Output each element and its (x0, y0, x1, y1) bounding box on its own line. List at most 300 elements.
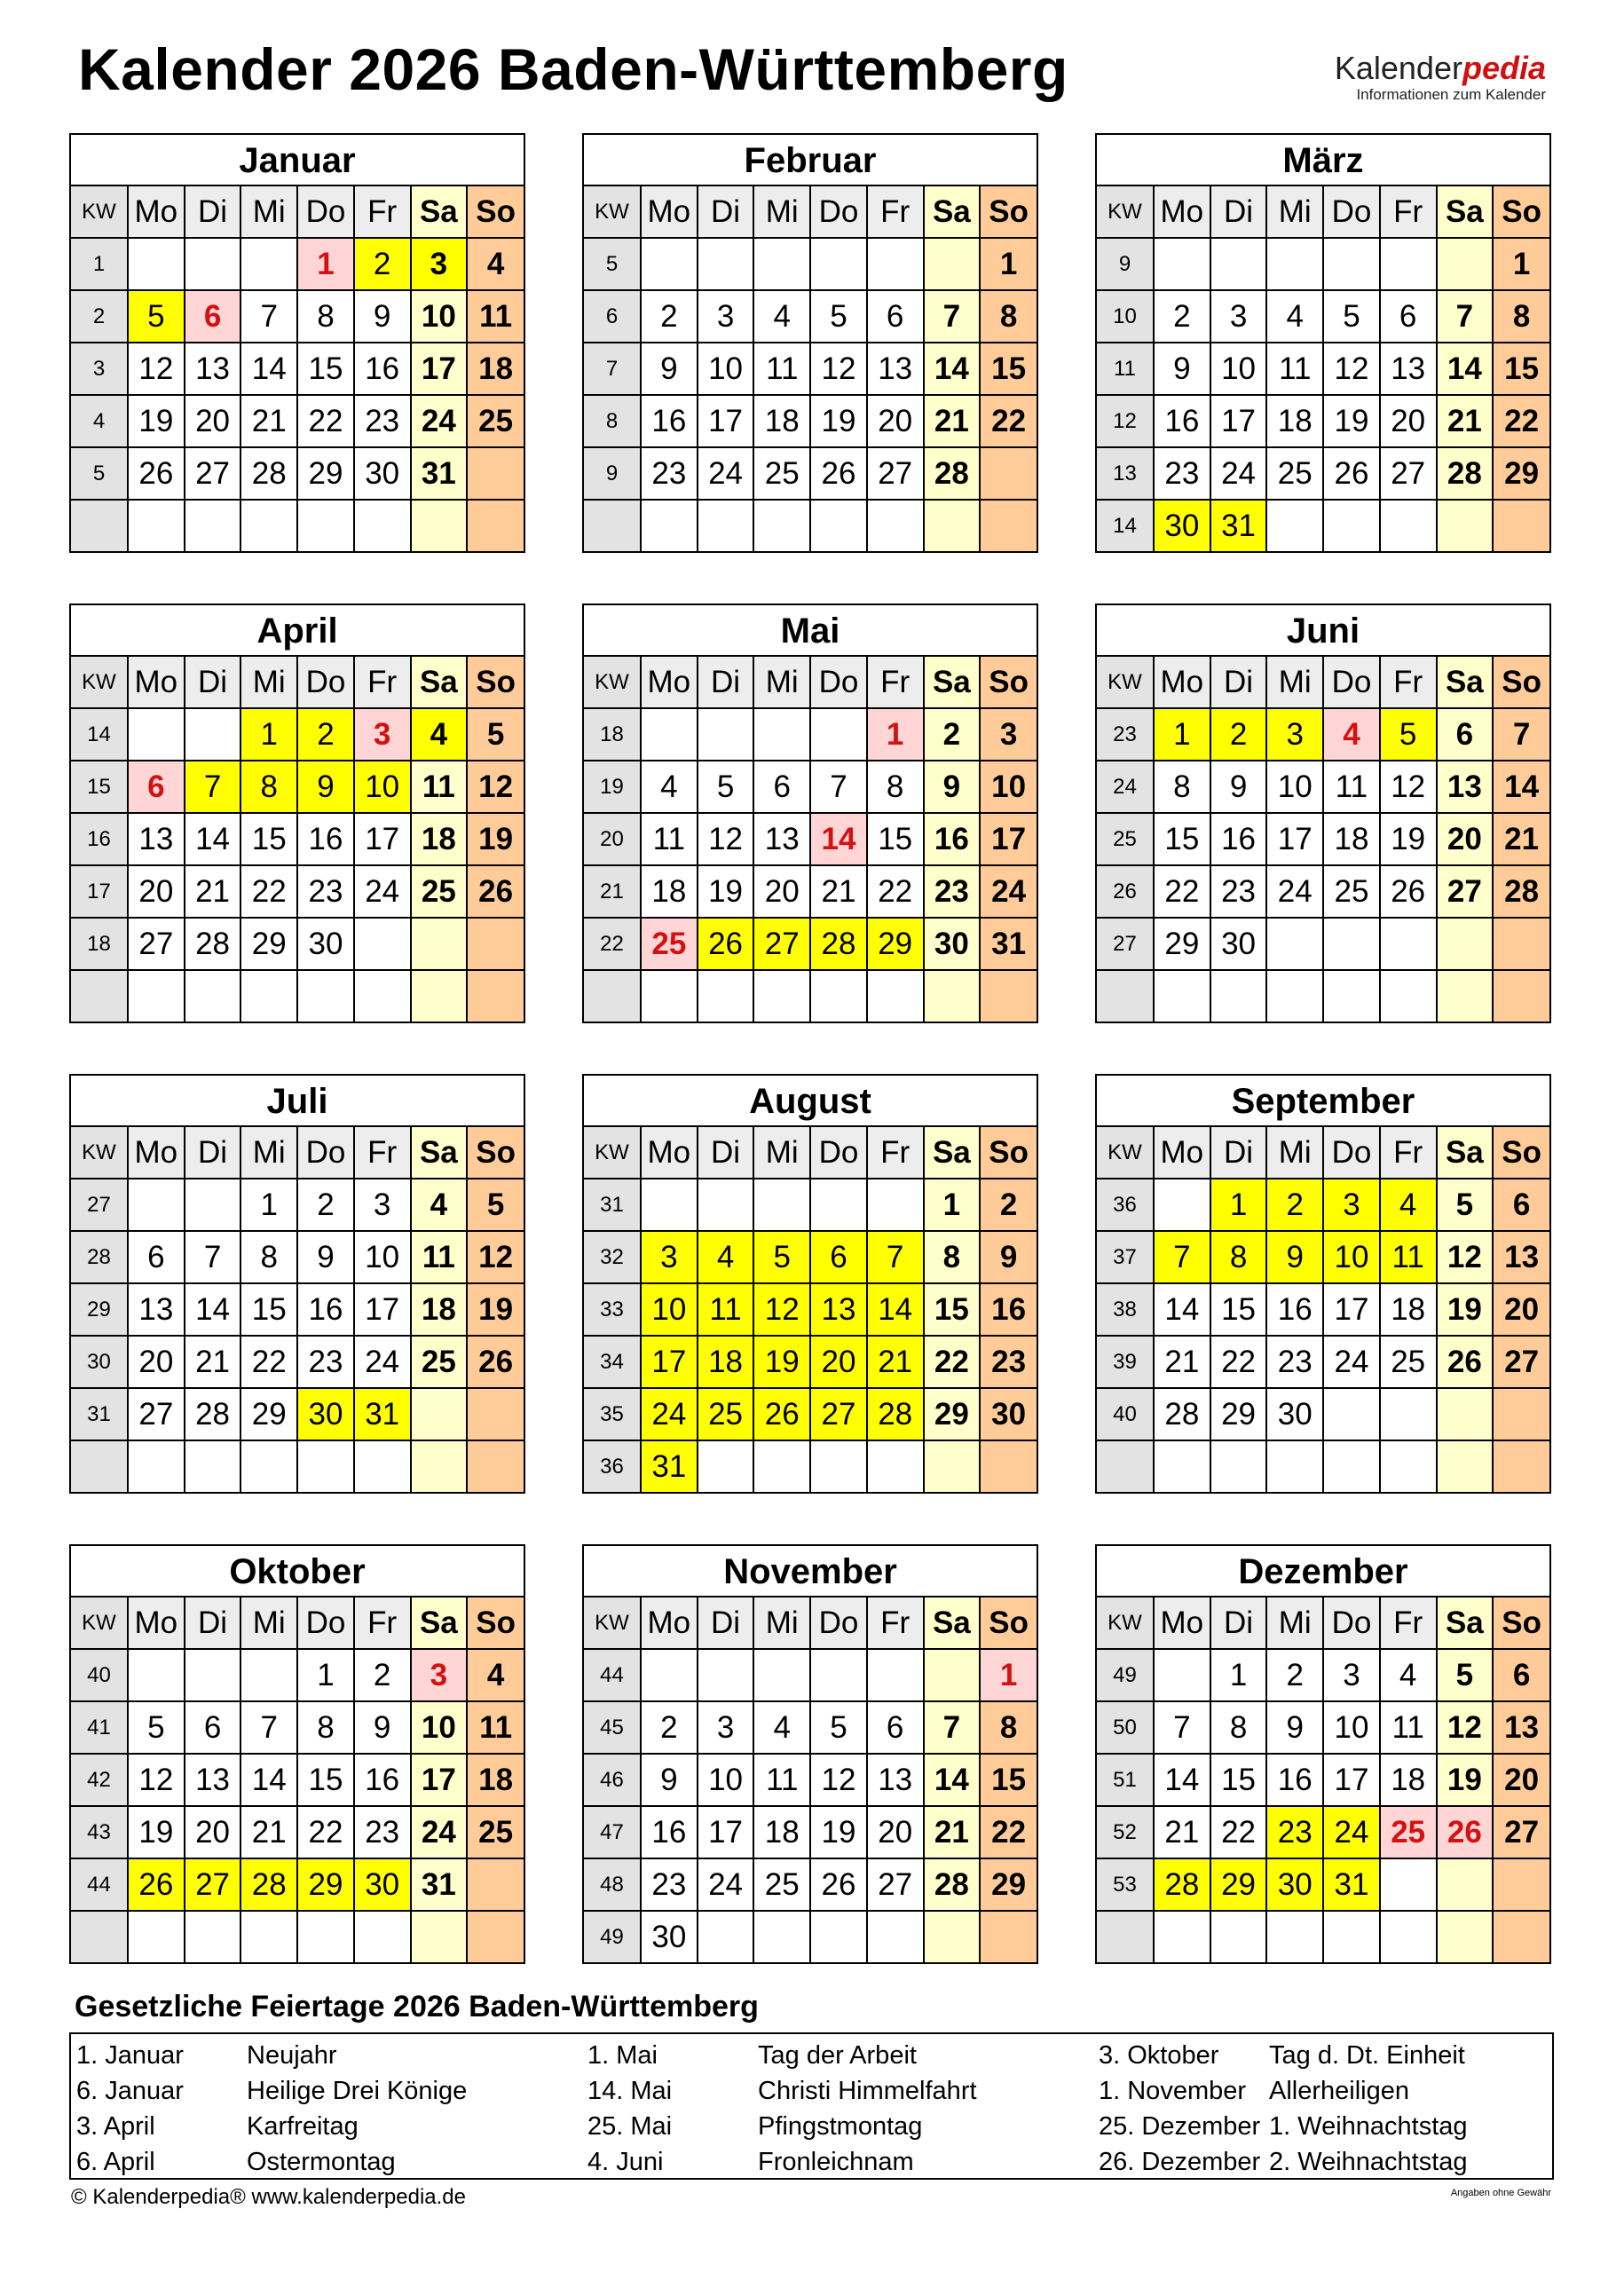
day-cell: 19 (810, 1806, 867, 1858)
weekday-header: Do (297, 186, 354, 238)
day-cell: 2 (1266, 1649, 1323, 1701)
day-cell: 23 (354, 1806, 411, 1858)
day-cell: 7 (240, 290, 297, 343)
day-cell: 7 (867, 1231, 924, 1283)
holiday-row (76, 2038, 573, 2073)
empty-day-cell (641, 970, 698, 1022)
empty-day-cell (411, 1440, 468, 1492)
week-row (71, 290, 524, 343)
day-cell: 4 (753, 1701, 810, 1754)
empty-day-cell (753, 1179, 810, 1231)
day-cell: 24 (1266, 865, 1323, 918)
week-row (584, 1336, 1037, 1388)
week-number: 11 (1097, 343, 1154, 395)
day-cell: 8 (240, 1231, 297, 1283)
empty-day-cell (1154, 970, 1210, 1022)
day-cell: 31 (980, 918, 1037, 970)
empty-day-cell (753, 1440, 810, 1492)
empty-day-cell (1493, 1440, 1549, 1492)
day-cell: 23 (980, 1336, 1037, 1388)
week-row (1097, 1649, 1549, 1701)
day-cell: 8 (867, 761, 924, 813)
day-cell: 12 (1380, 761, 1437, 813)
weekday-header: So (980, 186, 1037, 238)
week-number-header: KW (584, 657, 641, 708)
week-row (584, 1283, 1037, 1336)
day-cell: 20 (1380, 395, 1437, 447)
day-cell: 14 (185, 813, 241, 865)
weekday-header: Do (297, 1127, 354, 1179)
day-cell: 15 (240, 813, 297, 865)
day-cell: 13 (1437, 761, 1494, 813)
day-cell: 20 (867, 395, 924, 447)
empty-day-cell (810, 500, 867, 551)
day-cell: 22 (1210, 1806, 1267, 1858)
day-cell: 23 (641, 447, 698, 500)
week-row (584, 918, 1037, 970)
weekday-header: Mo (1154, 657, 1210, 708)
day-cell: 10 (1266, 761, 1323, 813)
holiday-day-cell: 14 (810, 813, 867, 865)
weekday-header: Do (810, 186, 867, 238)
holiday-day-cell: 4 (1323, 708, 1380, 761)
holidays-title: Gesetzliche Feiertage 2026 Baden-Württemberg (75, 1990, 759, 2024)
weekday-header: Fr (354, 186, 411, 238)
day-cell: 28 (240, 1858, 297, 1911)
day-cell: 18 (1323, 813, 1380, 865)
day-cell: 11 (698, 1283, 754, 1336)
weekday-header: Di (185, 1127, 241, 1179)
week-number: 6 (584, 290, 641, 343)
day-cell: 18 (1266, 395, 1323, 447)
week-row (1097, 1701, 1549, 1754)
empty-day-cell (1380, 1911, 1437, 1962)
empty-day-cell (411, 1388, 468, 1440)
week-number: 45 (584, 1701, 641, 1754)
day-cell: 7 (1154, 1701, 1210, 1754)
empty-day-cell (128, 500, 185, 551)
brand-logo[interactable] (1335, 51, 1546, 104)
month-11 (1095, 1544, 1551, 1964)
week-number-header: KW (584, 186, 641, 238)
day-cell: 16 (980, 1283, 1037, 1336)
day-cell: 2 (297, 1179, 354, 1231)
day-cell: 25 (467, 1806, 524, 1858)
day-cell: 25 (411, 1336, 468, 1388)
day-cell: 28 (924, 1858, 981, 1911)
day-cell: 11 (1380, 1231, 1437, 1283)
week-number: 50 (1097, 1701, 1154, 1754)
weekday-header: Sa (924, 1127, 981, 1179)
weekday-header: Mo (641, 657, 698, 708)
week-row (584, 1440, 1037, 1492)
day-cell: 22 (240, 865, 297, 918)
weekday-header: Di (1210, 1127, 1267, 1179)
day-cell: 4 (411, 708, 468, 761)
day-cell: 10 (1323, 1701, 1380, 1754)
holiday-date: 14. Mai (587, 2077, 673, 2105)
day-cell: 21 (1437, 395, 1494, 447)
day-cell: 9 (641, 1754, 698, 1806)
empty-day-cell (698, 1911, 754, 1962)
empty-day-cell (698, 970, 754, 1022)
day-cell: 1 (924, 1179, 981, 1231)
empty-day-cell (128, 1179, 185, 1231)
day-cell: 17 (641, 1336, 698, 1388)
day-cell: 8 (297, 290, 354, 343)
weekday-header-row (1097, 657, 1549, 708)
month-table (584, 1598, 1037, 1962)
week-row (1097, 708, 1549, 761)
day-cell: 27 (1493, 1336, 1549, 1388)
holiday-row (1099, 2073, 1596, 2109)
weekday-header: Mo (641, 1598, 698, 1649)
day-cell: 20 (185, 1806, 241, 1858)
week-row (1097, 500, 1549, 551)
day-cell: 3 (980, 708, 1037, 761)
week-row (584, 865, 1037, 918)
week-number-header: KW (584, 1127, 641, 1179)
day-cell: 8 (980, 290, 1037, 343)
empty-day-cell (1437, 1911, 1494, 1962)
empty-day-cell (1437, 1440, 1494, 1492)
day-cell: 3 (1323, 1179, 1380, 1231)
week-row (71, 970, 524, 1022)
week-number: 35 (584, 1388, 641, 1440)
week-number: 31 (584, 1179, 641, 1231)
holiday-name: Heilige Drei Könige (247, 2077, 468, 2105)
month-title: März (1097, 135, 1549, 186)
weekday-header: Do (1323, 1127, 1380, 1179)
day-cell: 2 (980, 1179, 1037, 1231)
day-cell: 22 (867, 865, 924, 918)
day-cell: 13 (128, 1283, 185, 1336)
week-number (1097, 1911, 1154, 1962)
month-table (1097, 1598, 1549, 1962)
brand-name-part1: Kalender (1334, 50, 1462, 86)
empty-day-cell (1266, 1911, 1323, 1962)
holiday-date: 3. April (76, 2112, 155, 2141)
day-cell: 13 (185, 1754, 241, 1806)
day-cell: 13 (1380, 343, 1437, 395)
empty-day-cell (1380, 1388, 1437, 1440)
empty-day-cell (1437, 970, 1494, 1022)
day-cell: 27 (128, 918, 185, 970)
day-cell: 23 (641, 1858, 698, 1911)
day-cell: 4 (641, 761, 698, 813)
empty-day-cell (1154, 238, 1210, 290)
week-row (584, 290, 1037, 343)
day-cell: 16 (1266, 1754, 1323, 1806)
empty-day-cell (185, 1179, 241, 1231)
week-row (71, 1283, 524, 1336)
week-row (1097, 1179, 1549, 1231)
day-cell: 11 (467, 1701, 524, 1754)
weekday-header: Sa (924, 186, 981, 238)
empty-day-cell (1380, 238, 1437, 290)
empty-day-cell (1323, 1388, 1380, 1440)
day-cell: 18 (1380, 1754, 1437, 1806)
empty-day-cell (1154, 1440, 1210, 1492)
day-cell: 24 (641, 1388, 698, 1440)
week-row (584, 761, 1037, 813)
week-number-header: KW (71, 1127, 128, 1179)
holiday-row (76, 2109, 573, 2144)
month-10 (582, 1544, 1038, 1964)
day-cell: 20 (1493, 1283, 1549, 1336)
weekday-header: Mo (1154, 1598, 1210, 1649)
weekday-header: Di (185, 1598, 241, 1649)
weekday-header: Do (1323, 657, 1380, 708)
week-row (71, 447, 524, 500)
empty-day-cell (924, 500, 981, 551)
weekday-header-row (1097, 1598, 1549, 1649)
month-title: April (71, 605, 524, 657)
day-cell: 31 (1210, 500, 1267, 551)
empty-day-cell (1323, 238, 1380, 290)
weekday-header: Di (698, 186, 754, 238)
week-row (71, 1440, 524, 1492)
week-row (71, 1388, 524, 1440)
week-number: 39 (1097, 1336, 1154, 1388)
week-number: 49 (584, 1911, 641, 1962)
week-row (1097, 1388, 1549, 1440)
day-cell: 25 (467, 395, 524, 447)
holiday-row (1099, 2144, 1596, 2180)
day-cell: 27 (810, 1388, 867, 1440)
empty-day-cell (297, 500, 354, 551)
empty-day-cell (1154, 1649, 1210, 1701)
day-cell: 16 (641, 395, 698, 447)
empty-day-cell (354, 500, 411, 551)
day-cell: 9 (1266, 1701, 1323, 1754)
day-cell: 31 (411, 447, 468, 500)
empty-day-cell (1154, 1179, 1210, 1231)
week-row (1097, 1754, 1549, 1806)
weekday-header: Di (1210, 186, 1267, 238)
day-cell: 8 (240, 761, 297, 813)
day-cell: 13 (1493, 1231, 1549, 1283)
day-cell: 4 (753, 290, 810, 343)
day-cell: 12 (467, 1231, 524, 1283)
holiday-date: 1. Mai (587, 2041, 658, 2070)
week-number: 46 (584, 1754, 641, 1806)
empty-day-cell (1210, 238, 1267, 290)
week-row (584, 1649, 1037, 1701)
day-cell: 27 (185, 447, 241, 500)
month-2 (1095, 133, 1551, 553)
month-title: Mai (584, 605, 1037, 657)
day-cell: 18 (467, 343, 524, 395)
month-8 (1095, 1074, 1551, 1494)
day-cell: 17 (1323, 1283, 1380, 1336)
day-cell: 30 (980, 1388, 1037, 1440)
day-cell: 19 (128, 395, 185, 447)
weekday-header: Fr (867, 186, 924, 238)
empty-day-cell (185, 500, 241, 551)
holiday-day-cell: 25 (641, 918, 698, 970)
day-cell: 24 (354, 865, 411, 918)
empty-day-cell (354, 1911, 411, 1962)
weekday-header: Do (810, 1598, 867, 1649)
day-cell: 28 (240, 447, 297, 500)
day-cell: 13 (867, 343, 924, 395)
day-cell: 15 (1210, 1283, 1267, 1336)
day-cell: 5 (753, 1231, 810, 1283)
day-cell: 5 (1323, 290, 1380, 343)
week-row (584, 1701, 1037, 1754)
weekday-header: Do (297, 657, 354, 708)
empty-day-cell (1437, 500, 1494, 551)
day-cell: 20 (128, 865, 185, 918)
empty-day-cell (924, 1911, 981, 1962)
day-cell: 7 (185, 1231, 241, 1283)
day-cell: 21 (810, 865, 867, 918)
day-cell: 12 (1437, 1701, 1494, 1754)
weekday-header: So (1493, 1127, 1549, 1179)
day-cell: 22 (240, 1336, 297, 1388)
day-cell: 14 (1154, 1754, 1210, 1806)
day-cell: 19 (1323, 395, 1380, 447)
day-cell: 9 (1266, 1231, 1323, 1283)
day-cell: 10 (354, 1231, 411, 1283)
month-table (584, 186, 1037, 551)
day-cell: 28 (1154, 1858, 1210, 1911)
day-cell: 14 (867, 1283, 924, 1336)
holiday-day-cell: 1 (867, 708, 924, 761)
empty-day-cell (467, 918, 524, 970)
day-cell: 3 (411, 238, 468, 290)
day-cell: 17 (411, 1754, 468, 1806)
weekday-header: So (467, 1598, 524, 1649)
empty-day-cell (185, 1440, 241, 1492)
day-cell: 20 (867, 1806, 924, 1858)
empty-day-cell (354, 918, 411, 970)
empty-day-cell (185, 1911, 241, 1962)
weekday-header: Do (1323, 186, 1380, 238)
day-cell: 27 (128, 1388, 185, 1440)
week-number: 13 (1097, 447, 1154, 500)
day-cell: 23 (1154, 447, 1210, 500)
week-number: 31 (71, 1388, 128, 1440)
day-cell: 26 (467, 1336, 524, 1388)
day-cell: 16 (297, 813, 354, 865)
week-number (71, 1911, 128, 1962)
brand-name-part2: pedia (1462, 50, 1546, 86)
week-number-header: KW (1097, 1127, 1154, 1179)
day-cell: 18 (411, 813, 468, 865)
week-number: 3 (71, 343, 128, 395)
weekday-header-row (71, 1127, 524, 1179)
week-number: 38 (1097, 1283, 1154, 1336)
weekday-header: Mo (128, 186, 185, 238)
day-cell: 9 (297, 761, 354, 813)
day-cell: 13 (810, 1283, 867, 1336)
day-cell: 29 (1210, 1858, 1267, 1911)
weekday-header: Di (1210, 1598, 1267, 1649)
empty-day-cell (297, 1440, 354, 1492)
day-cell: 24 (1323, 1806, 1380, 1858)
day-cell: 14 (924, 343, 981, 395)
empty-day-cell (185, 1649, 241, 1701)
weekday-header: Mi (240, 657, 297, 708)
empty-day-cell (698, 1179, 754, 1231)
day-cell: 8 (924, 1231, 981, 1283)
day-cell: 11 (753, 1754, 810, 1806)
week-row (71, 500, 524, 551)
holiday-name: Christi Himmelfahrt (758, 2077, 977, 2105)
empty-day-cell (1210, 1440, 1267, 1492)
holiday-date: 26. Dezember (1099, 2148, 1261, 2176)
holiday-row (76, 2073, 573, 2109)
weekday-header: Fr (1380, 657, 1437, 708)
weekday-header-row (71, 186, 524, 238)
day-cell: 19 (1437, 1754, 1494, 1806)
month-title: September (1097, 1076, 1549, 1127)
day-cell: 14 (924, 1754, 981, 1806)
day-cell: 19 (1380, 813, 1437, 865)
empty-day-cell (411, 970, 468, 1022)
week-number-header: KW (1097, 1598, 1154, 1649)
holiday-name: Allerheiligen (1269, 2077, 1409, 2105)
week-row (71, 343, 524, 395)
week-row (584, 1231, 1037, 1283)
day-cell: 18 (753, 1806, 810, 1858)
day-cell: 12 (698, 813, 754, 865)
week-number: 27 (71, 1179, 128, 1231)
day-cell: 21 (924, 1806, 981, 1858)
day-cell: 11 (411, 1231, 468, 1283)
empty-day-cell (698, 1649, 754, 1701)
empty-day-cell (1493, 1858, 1549, 1911)
day-cell: 30 (354, 1858, 411, 1911)
day-cell: 27 (1437, 865, 1494, 918)
empty-day-cell (924, 1440, 981, 1492)
weekday-header: Fr (1380, 186, 1437, 238)
empty-day-cell (1437, 918, 1494, 970)
day-cell: 15 (980, 1754, 1037, 1806)
day-cell: 21 (185, 865, 241, 918)
weekday-header: Mo (128, 1127, 185, 1179)
week-row (584, 395, 1037, 447)
day-cell: 12 (810, 343, 867, 395)
weekday-header-row (584, 1598, 1037, 1649)
week-row (584, 1806, 1037, 1858)
empty-day-cell (810, 238, 867, 290)
week-number: 20 (584, 813, 641, 865)
week-row (1097, 918, 1549, 970)
empty-day-cell (240, 1911, 297, 1962)
day-cell: 29 (297, 447, 354, 500)
empty-day-cell (467, 970, 524, 1022)
weekday-header-row (71, 1598, 524, 1649)
week-row (71, 1754, 524, 1806)
empty-day-cell (128, 1440, 185, 1492)
day-cell: 19 (467, 813, 524, 865)
week-row (1097, 1231, 1549, 1283)
month-9 (69, 1544, 525, 1964)
day-cell: 28 (810, 918, 867, 970)
week-number: 22 (584, 918, 641, 970)
day-cell: 13 (128, 813, 185, 865)
day-cell: 2 (354, 1649, 411, 1701)
day-cell: 9 (924, 761, 981, 813)
day-cell: 4 (1380, 1179, 1437, 1231)
empty-day-cell (753, 708, 810, 761)
month-title: Oktober (71, 1546, 524, 1598)
weekday-header: Fr (867, 1127, 924, 1179)
day-cell: 28 (185, 1388, 241, 1440)
